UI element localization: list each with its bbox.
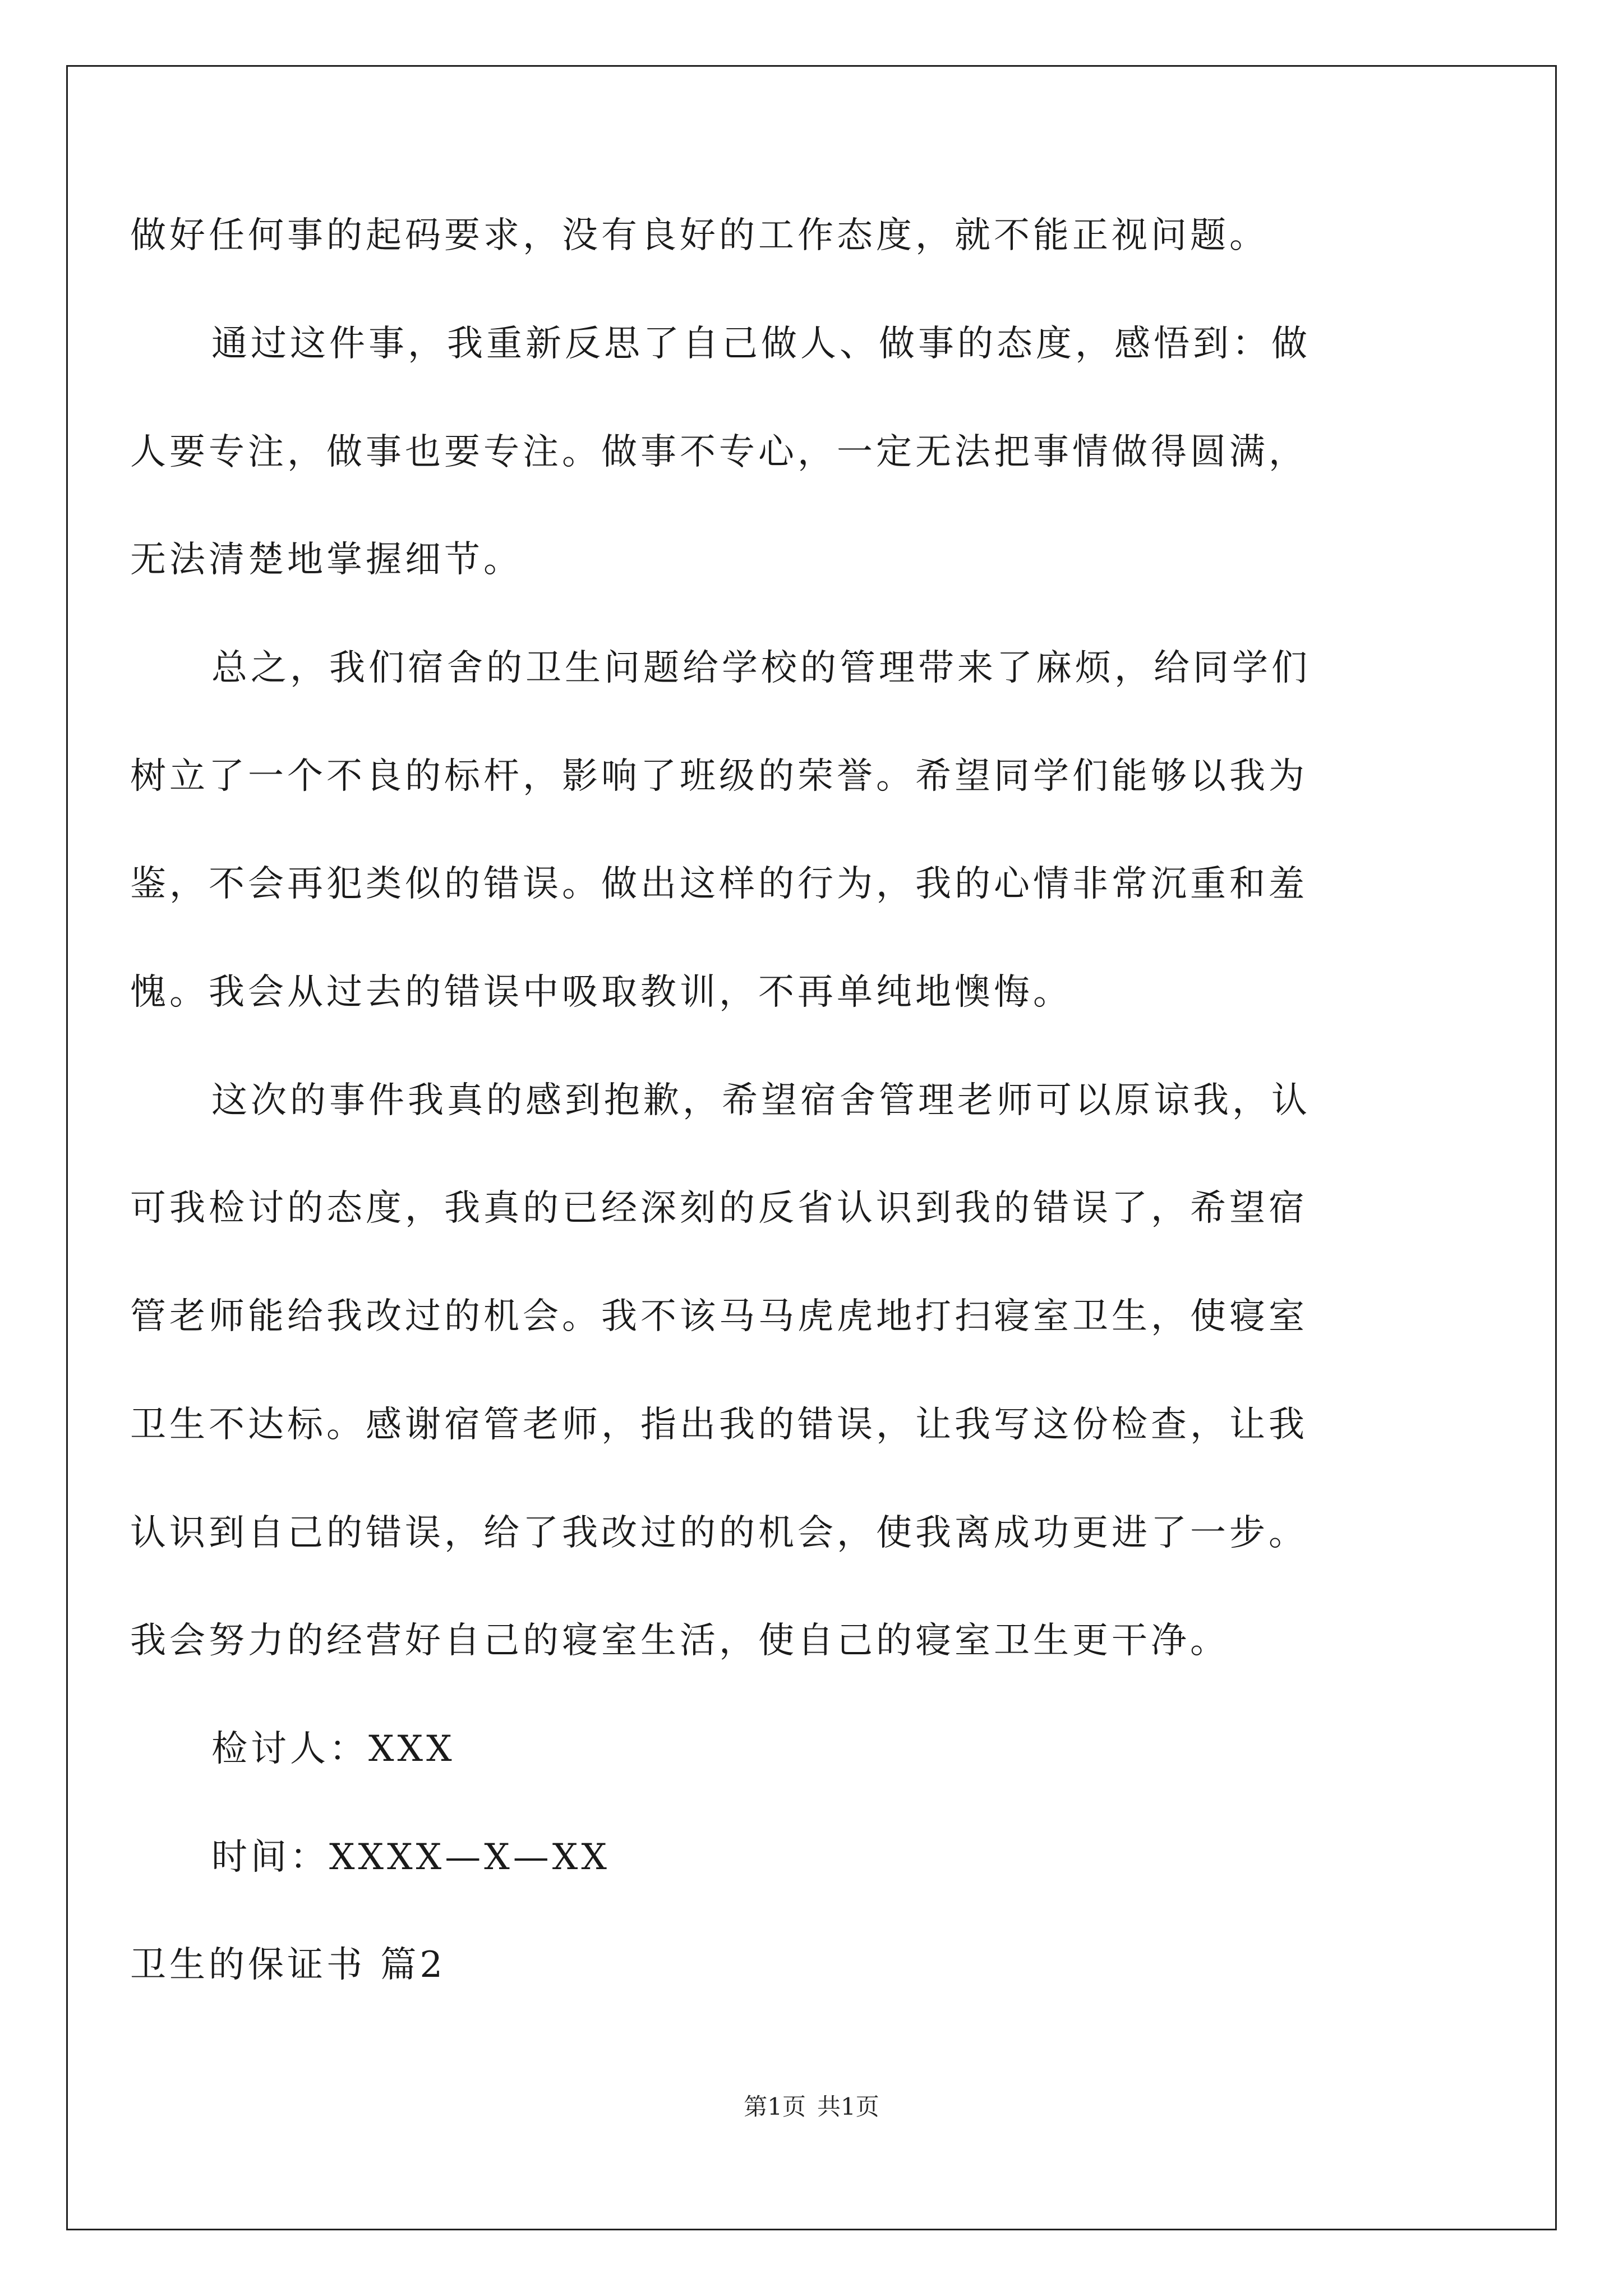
text-line: 我会努力的经营好自己的寝室生活，使自己的寝室卫生更干净。 (130, 1620, 1229, 1662)
text-line: 愧。我会从过去的错误中吸取教训，不再单纯地懊悔。 (130, 972, 1072, 1013)
text-line: 人要专注，做事也要专注。做事不专心，一定无法把事情做得圆满， (130, 431, 1308, 473)
section-heading: 卫生的保证书 篇2 (130, 1944, 446, 1986)
text-line: 总之，我们宿舍的卫生问题给学校的管理带来了麻烦，给同学们 (211, 647, 1311, 689)
date-line: 时间：XXXX—X—XX (211, 1837, 610, 1878)
page-number: 第1页 (744, 2093, 806, 2120)
text-line: 做好任何事的起码要求，没有良好的工作态度，就不能正视问题。 (130, 215, 1269, 256)
text-line: 这次的事件我真的感到抱歉，希望宿舍管理老师可以原谅我，认 (211, 1080, 1311, 1121)
page-total: 共1页 (817, 2093, 879, 2120)
text-line: 鉴，不会再犯类似的错误。做出这样的行为，我的心情非常沉重和羞 (130, 863, 1308, 905)
text-line: 卫生不达标。感谢宿管老师，指出我的错误，让我写这份检查，让我 (130, 1404, 1308, 1446)
text-line: 树立了一个不良的标杆，影响了班级的荣誉。希望同学们能够以我为 (130, 756, 1308, 797)
text-line: 管老师能给我改过的机会。我不该马马虎虎地打扫寝室卫生，使寝室 (130, 1296, 1308, 1337)
text-line: 可我检讨的态度，我真的已经深刻的反省认识到我的错误了，希望宿 (130, 1188, 1308, 1229)
signature-line: 检讨人：XXX (211, 1728, 455, 1770)
page-footer (0, 2091, 1623, 2123)
text-line: 通过这件事，我重新反思了自己做人、做事的态度，感悟到：做 (211, 323, 1311, 365)
text-line: 无法清楚地掌握细节。 (130, 539, 523, 581)
page-border (66, 65, 1557, 2230)
text-line: 认识到自己的错误，给了我改过的的机会，使我离成功更进了一步。 (130, 1512, 1308, 1554)
